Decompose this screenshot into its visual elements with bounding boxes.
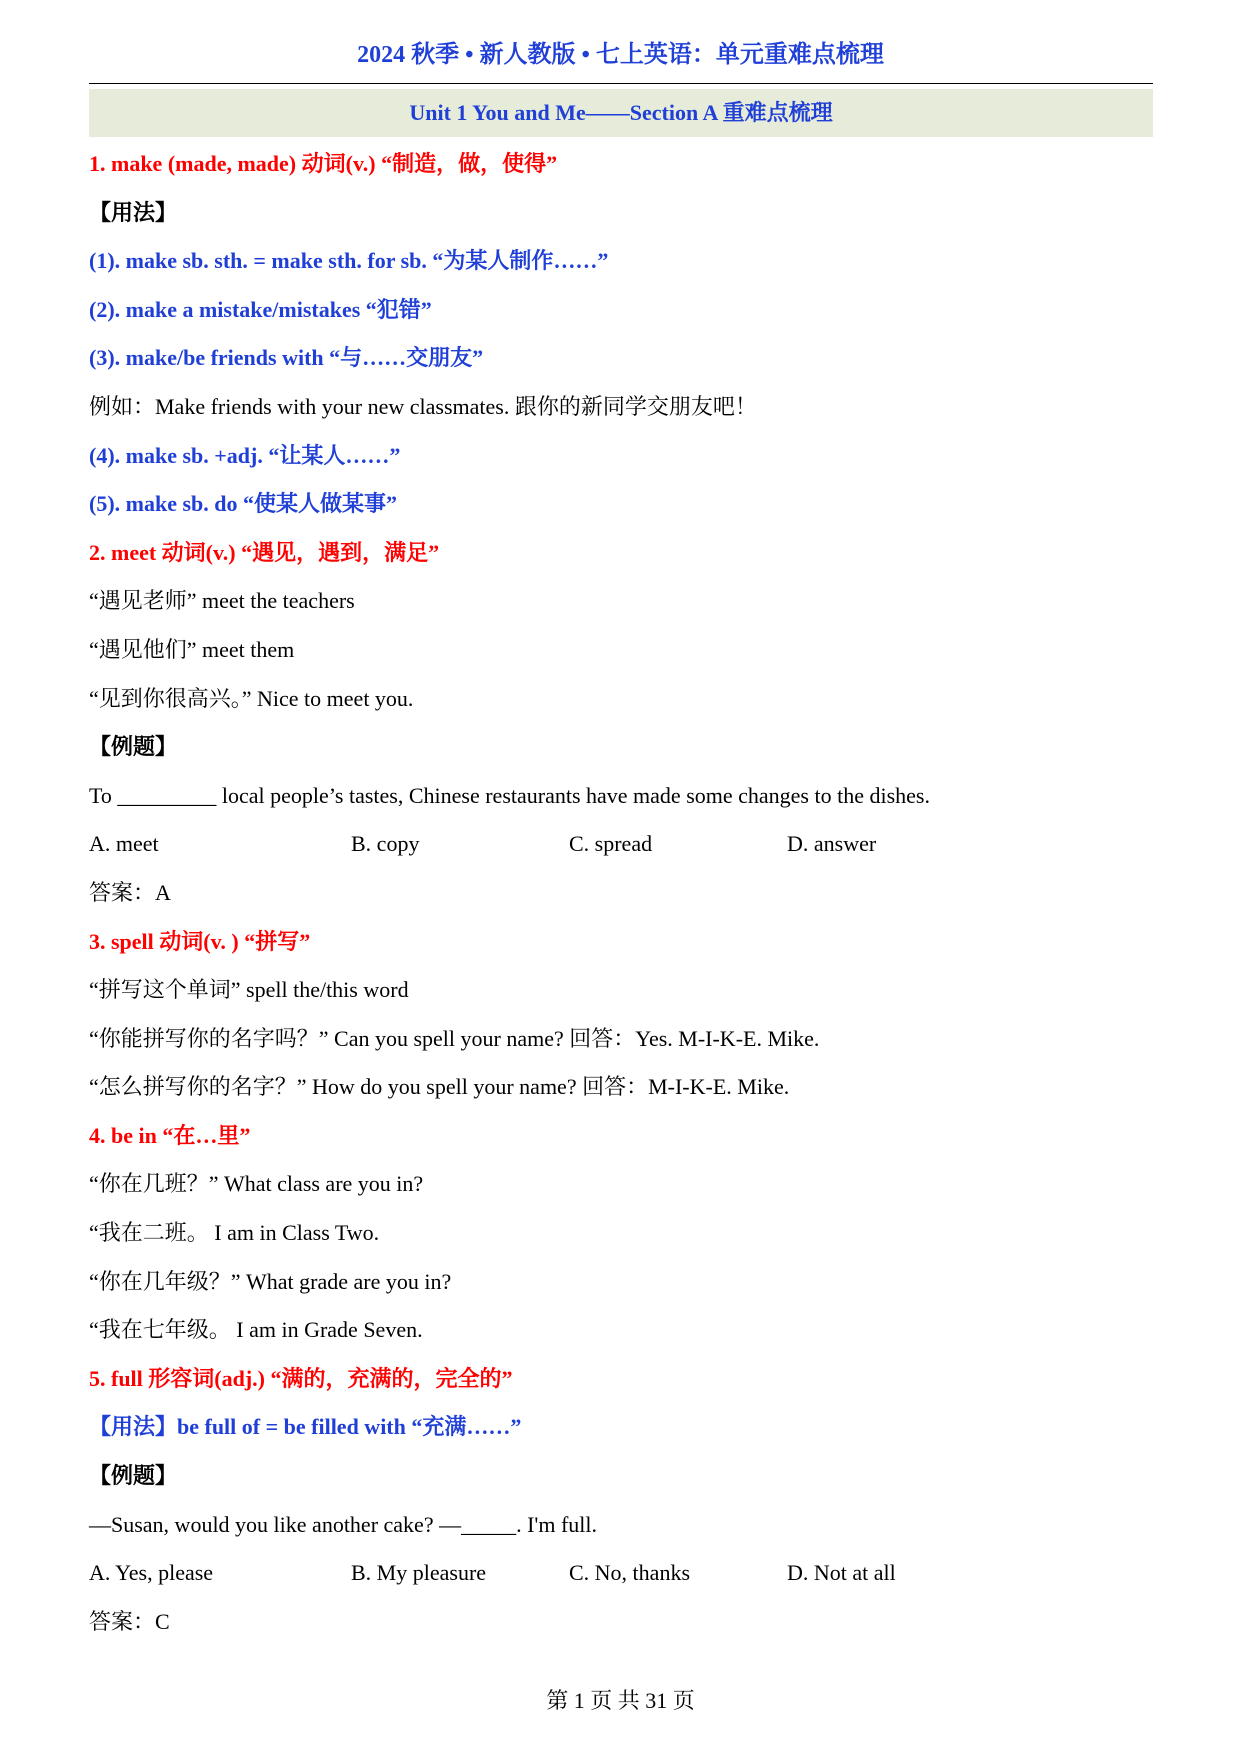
exercise-2-question: —Susan, would you like another cake? —_____. I'm full.: [89, 1511, 598, 1537]
usage-5: (5). make sb. do “使某人做某事”: [89, 491, 398, 517]
usage-1: (1). make sb. sth. = make sth. for sb. “为某人制作……”: [89, 248, 609, 274]
phrase-how-spell: “怎么拼写你的名字？” How do you spell your name? 回答：M-I-K-E. Mike.: [89, 1074, 790, 1100]
exercise-1-option-a: A. meet: [89, 831, 159, 857]
usage-3: (3). make/be friends with “与……交朋友”: [89, 345, 484, 371]
usage-full-of: 【用法】be full of = be filled with “充满……”: [89, 1414, 522, 1440]
header-divider: [89, 83, 1153, 84]
phrase-can-you-spell: “你能拼写你的名字吗？” Can you spell your name? 回答：Yes. M-I-K-E. Mike.: [89, 1025, 820, 1051]
usage-4: (4). make sb. +adj. “让某人……”: [89, 442, 401, 468]
item-2-heading: 2. meet 动词(v.) “遇见，遇到，满足”: [89, 539, 440, 565]
exercise-1-question: To _________ local people’s tastes, Chinese restaurants have made some changes to the dishes.: [89, 782, 930, 808]
phrase-class-two: “我在二班。 I am in Class Two.: [89, 1220, 380, 1246]
phrase-meet-teachers: “遇见老师” meet the teachers: [89, 588, 355, 614]
exercise-1-option-b: B. copy: [351, 831, 420, 857]
exercise-1-answer: 答案：A: [89, 879, 171, 905]
page-header-title: 2024 秋季 • 新人教版 • 七上英语：单元重难点梳理: [357, 42, 884, 68]
item-3-heading: 3. spell 动词(v. ) “拼写”: [89, 928, 311, 954]
exercise-2-option-b: B. My pleasure: [351, 1560, 487, 1586]
phrase-what-class: “你在几班？” What class are you in?: [89, 1171, 424, 1197]
exercise-2-option-a: A. Yes, please: [89, 1560, 214, 1586]
phrase-spell-word: “拼写这个单词” spell the/this word: [89, 977, 409, 1003]
exercise-label-1: 【例题】: [89, 734, 178, 760]
exercise-1-options: [89, 820, 1153, 869]
exercise-2-option-c: C. No, thanks: [569, 1560, 690, 1586]
usage-label: 【用法】: [89, 199, 178, 225]
exercise-2-options: [89, 1549, 1153, 1598]
document-body: [89, 140, 1153, 1646]
phrase-what-grade: “你在几年级？” What grade are you in?: [89, 1268, 452, 1294]
phrase-nice-to-meet: “见到你很高兴。” Nice to meet you.: [89, 685, 414, 711]
page-number: 第 1 页 共 31 页: [546, 1688, 695, 1713]
exercise-label-2: 【例题】: [89, 1463, 178, 1489]
section-banner: Unit 1 You and Me——Section A 重难点梳理: [89, 89, 1153, 137]
example-sentence: 例如：Make friends with your new classmates. 跟你的新同学交朋友吧！: [89, 393, 757, 419]
phrase-grade-seven: “我在七年级。 I am in Grade Seven.: [89, 1317, 423, 1343]
item-1-heading: 1. make (made, made) 动词(v.) “制造，做，使得”: [89, 151, 558, 176]
exercise-2-answer: 答案：C: [89, 1608, 170, 1634]
exercise-2-option-d: D. Not at all: [787, 1560, 896, 1586]
exercise-1-option-d: D. answer: [787, 831, 877, 857]
usage-2: (2). make a mistake/mistakes “犯错”: [89, 296, 432, 322]
exercise-1-option-c: C. spread: [569, 831, 653, 857]
item-5-heading: 5. full 形容词(adj.) “满的，充满的，完全的”: [89, 1365, 513, 1391]
item-4-heading: 4. be in “在…里”: [89, 1122, 251, 1148]
phrase-meet-them: “遇见他们” meet them: [89, 636, 295, 662]
